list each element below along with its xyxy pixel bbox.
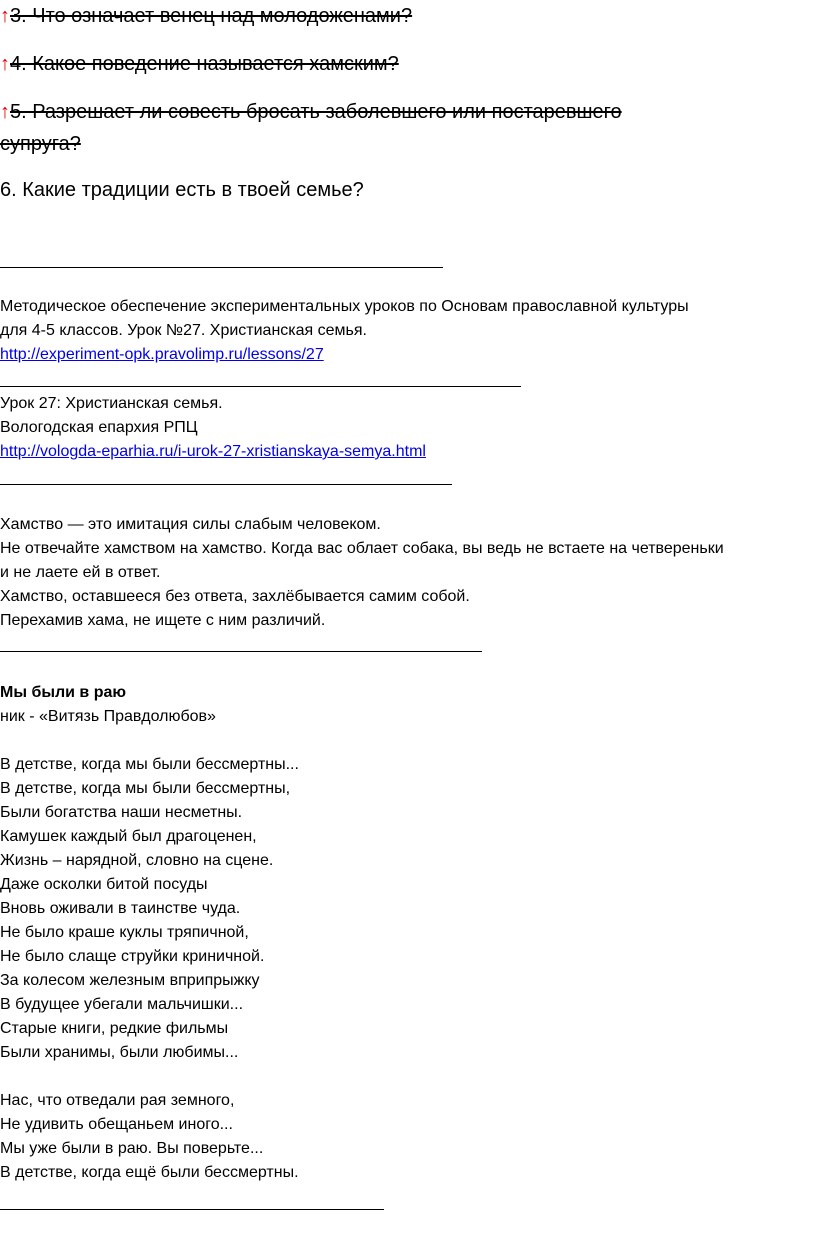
quote-line: Хамство — это имитация силы слабым человеком. (0, 516, 381, 533)
poem-title: Мы были в раю (0, 684, 127, 701)
poem-line: Были богатства наши несметны. (0, 804, 243, 821)
quote-line: и не лаете ей в ответ. (0, 564, 161, 581)
question-5 (0, 96, 622, 128)
quote-line: Хамство, оставшееся без ответа, захлёбывается самим собой. (0, 588, 470, 605)
divider (0, 484, 452, 485)
question-text: 4. Какое поведение называется хамским? (10, 53, 399, 75)
question-text: супруга? (0, 133, 81, 155)
poem-line: Не было слаще струйки криничной. (0, 948, 265, 965)
divider (0, 267, 443, 268)
question-5-continuation (0, 128, 81, 160)
up-arrow-icon: ↑ (0, 101, 10, 123)
question-3 (0, 0, 412, 32)
source-line: Урок 27: Христианская семья. (0, 395, 223, 412)
divider (0, 1209, 384, 1210)
question-text: 5. Разрешает ли совесть бросать заболевшего или постаревшего (10, 101, 622, 123)
quote-line: Перехамив хама, не ищете с ним различий. (0, 612, 326, 629)
question-text: 6. Какие традиции есть в твоей семье? (0, 179, 364, 201)
source-line: Методическое обеспечение экспериментальных уроков по Основам православной культуры (0, 298, 689, 315)
poem (0, 681, 299, 1185)
question-6 (0, 174, 364, 206)
poem-line: В будущее убегали мальчишки... (0, 996, 244, 1013)
question-4 (0, 48, 399, 80)
poem-line: За колесом железным вприпрыжку (0, 972, 260, 989)
question-text: 3. Что означает венец над молодоженами? (10, 5, 413, 27)
poem-line: Не удивить обещаньем иного... (0, 1116, 233, 1133)
poem-line: Камушек каждый был драгоценен, (0, 828, 257, 845)
quote-line: Не отвечайте хамством на хамство. Когда вас облает собака, вы ведь не встаете на четвереньки (0, 540, 724, 557)
quote-block (0, 513, 724, 633)
poem-line: Вновь оживали в таинстве чуда. (0, 900, 241, 917)
source-methodical (0, 295, 689, 367)
divider (0, 651, 482, 652)
poem-line: Старые книги, редкие фильмы (0, 1020, 229, 1037)
poem-line: В детстве, когда мы были бессмертны, (0, 780, 291, 797)
up-arrow-icon: ↑ (0, 5, 10, 27)
poem-line: В детстве, когда ещё были бессмертны. (0, 1164, 299, 1181)
poem-line: В детстве, когда мы были бессмертны... (0, 756, 299, 773)
source-line: для 4-5 классов. Урок №27. Христианская семья. (0, 322, 367, 339)
poem-line: Не было краше куклы тряпичной, (0, 924, 249, 941)
poem-line: Были хранимы, были любимы... (0, 1044, 239, 1061)
source-line: Вологодская епархия РПЦ (0, 419, 198, 436)
poem-line: Нас, что отведали рая земного, (0, 1092, 235, 1109)
poem-line: Мы уже были в раю. Вы поверьте... (0, 1140, 264, 1157)
poem-line: Жизнь – нарядной, словно на сцене. (0, 852, 274, 869)
source-eparchy (0, 392, 426, 464)
source-link[interactable]: http://experiment-opk.pravolimp.ru/lessons/27 (0, 346, 324, 363)
up-arrow-icon: ↑ (0, 53, 10, 75)
poem-author: ник - «Витязь Правдолюбов» (0, 708, 216, 725)
divider (0, 386, 521, 387)
source-link[interactable]: http://vologda-eparhia.ru/i-urok-27-xristianskaya-semya.html (0, 443, 426, 460)
poem-line: Даже осколки битой посуды (0, 876, 208, 893)
